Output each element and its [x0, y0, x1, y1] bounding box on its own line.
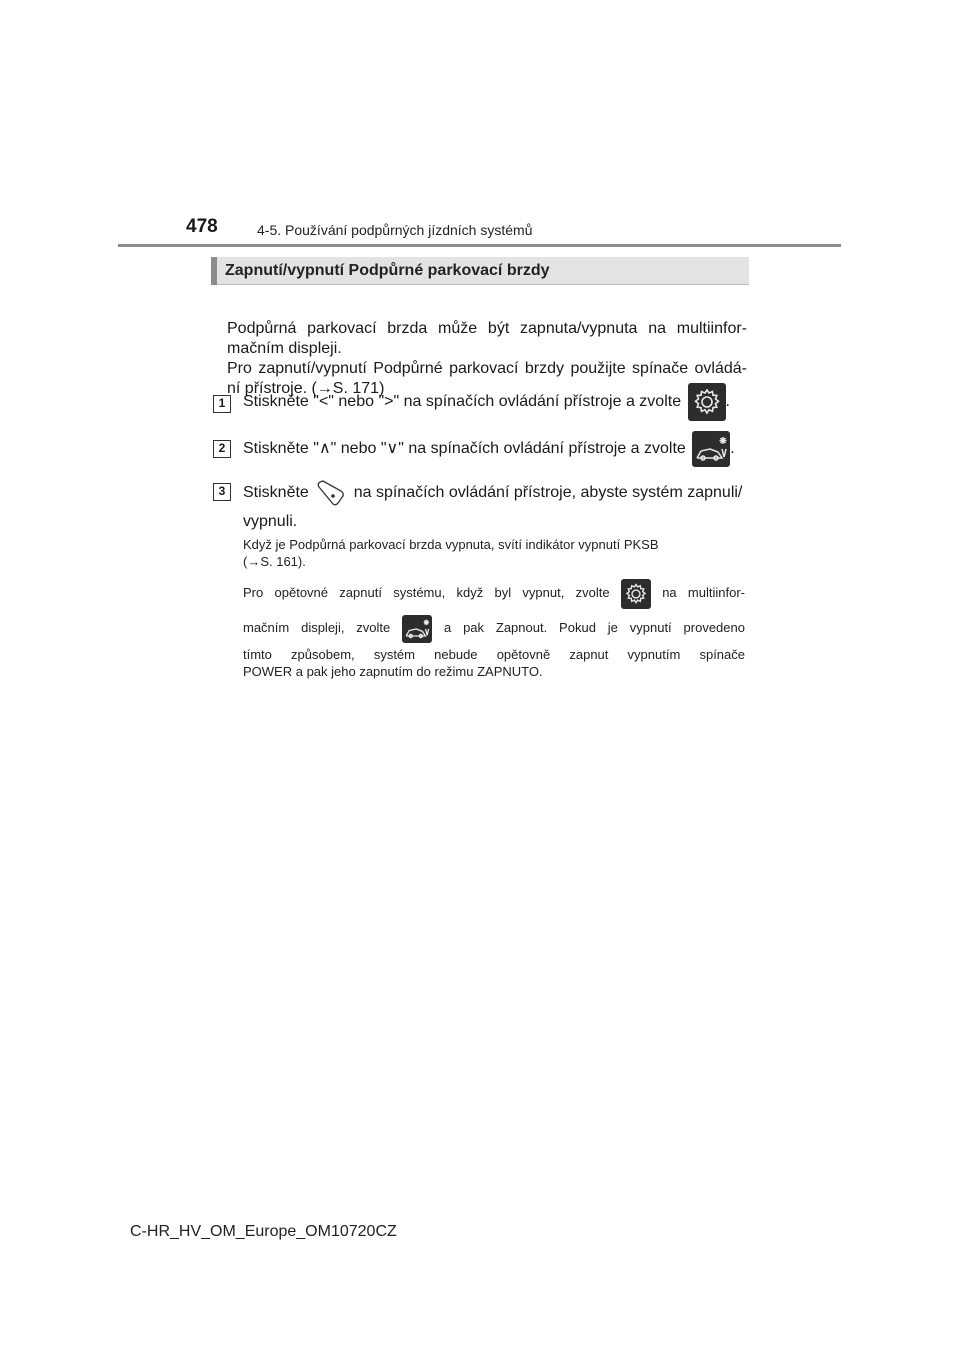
note-2: [243, 578, 745, 680]
intro-line-2: mačním displeji.: [227, 340, 342, 357]
car-assist-icon-small: [402, 615, 432, 643]
section-heading: [211, 257, 749, 285]
intro-line-4: ní přístroje. (→S. 171): [227, 380, 385, 397]
step-2: [243, 431, 753, 467]
step-1: [243, 383, 753, 421]
enter-button-icon: [316, 478, 346, 508]
note-2-text-a: Pro opětovné zapnutí systému, když byl vypnut, zvolte: [243, 585, 610, 600]
step-1-period: .: [725, 393, 730, 411]
note-2-line-2: [243, 612, 745, 644]
section-marker: [211, 257, 217, 285]
chapter-title: 4-5. Používání podpůrných jízdních systémů: [257, 222, 533, 238]
step-3-text-c: vypnuli.: [243, 513, 298, 530]
document-code: C-HR_HV_OM_Europe_OM10720CZ: [130, 1223, 397, 1240]
note-2-text-d: a pak Zapnout. Pokud je vypnutí provedeno: [443, 620, 745, 635]
note-2-line-1: [243, 578, 745, 608]
step-3-text-a: Stiskněte: [243, 484, 309, 502]
settings-gear-icon: [688, 383, 726, 421]
note-1-line-2: (→S. 161).: [243, 554, 306, 569]
intro-line-1: Podpůrná parkovací brzda může být zapnuta/vypnuta na multiinfor-: [227, 320, 747, 337]
note-1-line-1: Když je Podpůrná parkovací brzda vypnuta, svítí indikátor vypnutí PKSB: [243, 537, 659, 552]
header-rule: [118, 244, 841, 247]
step-1-text: Stiskněte "<" nebo ">" na spínačích ovládání přístroje a zvolte: [243, 393, 682, 411]
note-2-line-3: tímto způsobem, systém nebude opětovně zapnut vypnutím spínače: [243, 647, 745, 662]
note-2-text-b: na multiinfor-: [662, 585, 745, 600]
step-2-text: Stiskněte "∧" nebo "∨" na spínačích ovládání přístroje a zvolte: [243, 440, 686, 458]
step-number-1: 1: [213, 395, 231, 413]
note-1: [243, 536, 745, 570]
step-number-2: 2: [213, 440, 231, 458]
page-number: 478: [186, 216, 218, 237]
car-assist-icon: [692, 431, 730, 467]
step-number-3: 3: [213, 483, 231, 501]
note-2-text-c: mačním displeji, zvolte: [243, 620, 391, 635]
note-2-line-4: POWER a pak jeho zapnutím do režimu ZAPNUTO.: [243, 664, 543, 679]
section-title: Zapnutí/vypnutí Podpůrné parkovací brzdy: [225, 262, 550, 279]
step-2-period: .: [730, 440, 735, 458]
settings-gear-icon-small: [621, 579, 651, 609]
step-3: [243, 478, 753, 532]
step-3-text-b: na spínačích ovládání přístroje, abyste systém zapnuli/: [353, 484, 743, 502]
intro-line-3: Pro zapnutí/vypnutí Podpůrné parkovací brzdy použijte spínače ovládá-: [227, 360, 747, 377]
